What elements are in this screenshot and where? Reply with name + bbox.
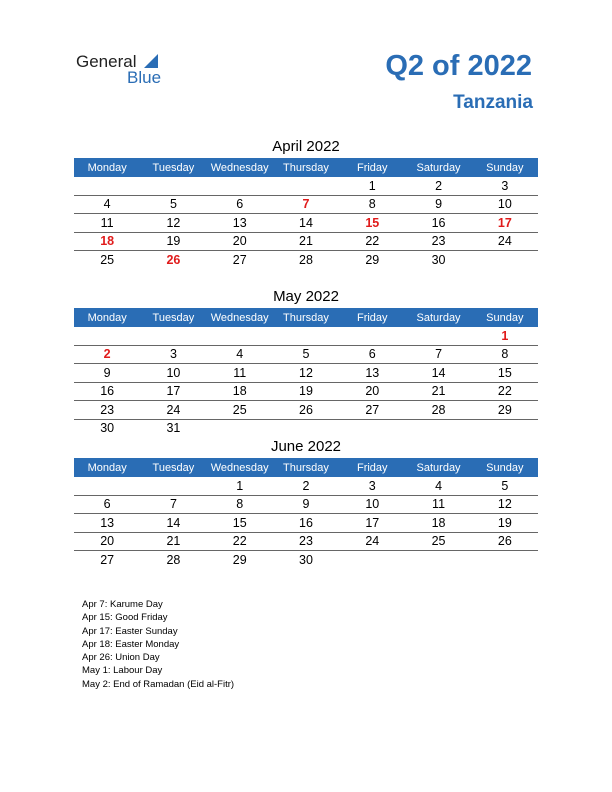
date-cell: 25 [232, 402, 247, 417]
weekday-label: Saturday [416, 311, 461, 324]
holiday-date-cell: 26 [166, 252, 181, 267]
date-cell: 28 [299, 252, 313, 267]
holiday-date-cell: 15 [365, 215, 380, 230]
date-cell: 29 [365, 252, 380, 267]
date-cell: 16 [431, 215, 446, 230]
week-row [74, 514, 538, 533]
date-cell: 2 [435, 178, 443, 193]
holiday-date-cell: 7 [302, 197, 310, 212]
date-cell: 9 [103, 365, 111, 380]
date-cell: 22 [497, 384, 512, 399]
logo-text-blue: Blue [127, 68, 162, 87]
date-cell: 28 [166, 552, 181, 567]
date-cell: 18 [232, 384, 247, 399]
date-cell: 8 [236, 497, 244, 512]
date-cell: 5 [169, 197, 177, 212]
holiday-date-cell: 18 [100, 234, 115, 249]
holiday-date-cell: 1 [501, 328, 509, 343]
date-cell: 31 [166, 421, 181, 436]
date-cell: 30 [100, 421, 115, 436]
date-cell: 14 [431, 365, 446, 380]
date-cell: 21 [299, 234, 313, 249]
date-cell: 20 [365, 384, 380, 399]
date-cell: 18 [431, 515, 446, 530]
date-cell: 4 [236, 347, 244, 362]
weekday-label: Saturday [416, 161, 461, 174]
holiday-note: Apr 7: Karume Day [82, 599, 163, 610]
date-cell: 9 [435, 197, 443, 212]
date-cell: 21 [166, 534, 181, 549]
weekday-label: Tuesday [152, 311, 195, 324]
week-row [74, 327, 538, 346]
weekday-header-row [74, 308, 538, 327]
date-cell: 5 [302, 347, 310, 362]
holiday-note: May 2: End of Ramadan (Eid al-Fitr) [82, 678, 235, 690]
date-cell: 17 [166, 384, 181, 399]
holiday-note: May 1: Labour Day [82, 665, 163, 677]
date-cell: 20 [232, 234, 247, 249]
week-row [74, 177, 538, 196]
weekday-label: Wednesday [210, 461, 269, 474]
date-cell: 1 [368, 178, 376, 193]
month-title: June 2022 [270, 438, 342, 455]
date-cell: 15 [232, 515, 247, 530]
weekday-label: Sunday [486, 311, 524, 324]
date-cell: 29 [232, 552, 247, 567]
weekday-label: Thursday [283, 461, 329, 474]
date-cell: 10 [166, 365, 181, 380]
weekday-label: Tuesday [152, 461, 195, 474]
date-cell: 28 [431, 402, 446, 417]
weekday-label: Friday [356, 161, 388, 174]
date-cell: 24 [365, 534, 380, 549]
week-row [74, 383, 538, 402]
week-row [74, 364, 538, 383]
date-cell: 3 [368, 478, 376, 493]
date-cell: 26 [497, 534, 512, 549]
date-cell: 25 [431, 534, 446, 549]
date-cell: 4 [103, 197, 111, 212]
date-cell: 30 [299, 552, 313, 567]
date-cell: 11 [100, 215, 114, 230]
date-cell: 3 [501, 178, 509, 193]
month-calendar-may [74, 286, 538, 437]
month-title: May 2022 [273, 288, 339, 305]
date-cell: 19 [497, 515, 512, 530]
holiday-note: Apr 26: Union Day [82, 652, 160, 664]
weekday-label: Friday [356, 311, 388, 324]
week-row [74, 477, 538, 496]
date-cell: 4 [435, 478, 443, 493]
date-cell: 15 [497, 365, 512, 380]
date-cell: 9 [302, 497, 310, 512]
weekday-label: Monday [87, 311, 127, 324]
date-cell: 12 [166, 215, 181, 230]
weekday-label: Thursday [283, 161, 329, 174]
country-name: Tanzania [453, 92, 533, 113]
date-cell: 27 [365, 402, 380, 417]
logo-text-general: General [76, 52, 137, 71]
date-cell: 11 [233, 365, 247, 380]
holiday-note: Apr 15: Good Friday [82, 612, 168, 624]
date-cell: 19 [166, 234, 181, 249]
date-cell: 1 [236, 478, 244, 493]
date-cell: 12 [497, 497, 512, 512]
week-row [74, 420, 538, 438]
holiday-date-cell: 17 [497, 215, 512, 230]
holiday-notes [82, 598, 234, 691]
date-cell: 5 [501, 478, 509, 493]
page-title: Q2 of 2022 [385, 50, 532, 82]
weekday-label: Sunday [486, 161, 524, 174]
week-row [74, 551, 538, 569]
date-cell: 14 [299, 215, 313, 230]
date-cell: 13 [365, 365, 380, 380]
date-cell: 6 [368, 347, 376, 362]
date-cell: 13 [232, 215, 247, 230]
date-cell: 12 [299, 365, 313, 380]
date-cell: 6 [103, 497, 111, 512]
date-cell: 22 [365, 234, 380, 249]
weekday-label: Sunday [486, 461, 524, 474]
date-cell: 13 [100, 515, 115, 530]
weekday-header-row [74, 158, 538, 177]
date-cell: 20 [100, 534, 115, 549]
date-cell: 14 [166, 515, 181, 530]
weekday-label: Thursday [283, 311, 329, 324]
week-row [74, 533, 538, 552]
date-cell: 25 [100, 252, 115, 267]
date-cell: 29 [497, 402, 512, 417]
date-cell: 24 [497, 234, 512, 249]
date-cell: 6 [236, 197, 244, 212]
logo-flag-icon [144, 54, 158, 68]
month-calendar-june [74, 436, 538, 569]
date-cell: 11 [432, 497, 446, 512]
date-cell: 7 [435, 347, 443, 362]
date-cell: 16 [100, 384, 115, 399]
week-row [74, 251, 538, 269]
week-row [74, 496, 538, 515]
date-cell: 2 [302, 478, 310, 493]
month-title: April 2022 [272, 138, 340, 155]
week-row [74, 401, 538, 420]
weekday-header-row [74, 458, 538, 477]
date-cell: 24 [166, 402, 181, 417]
date-cell: 8 [501, 347, 509, 362]
date-cell: 22 [232, 534, 247, 549]
date-cell: 26 [299, 402, 313, 417]
date-cell: 8 [368, 197, 376, 212]
date-cell: 10 [497, 197, 512, 212]
weekday-label: Monday [87, 461, 127, 474]
weekday-label: Friday [356, 461, 388, 474]
date-cell: 21 [431, 384, 446, 399]
date-cell: 27 [232, 252, 247, 267]
date-cell: 27 [100, 552, 115, 567]
weekday-label: Wednesday [210, 161, 269, 174]
holiday-note: Apr 18: Easter Monday [82, 638, 180, 650]
date-cell: 3 [169, 347, 177, 362]
weekday-label: Wednesday [210, 311, 269, 324]
weekday-label: Tuesday [152, 161, 195, 174]
date-cell: 23 [100, 402, 115, 417]
weekday-label: Saturday [416, 461, 461, 474]
week-row [74, 346, 538, 365]
date-cell: 19 [299, 384, 313, 399]
date-cell: 23 [299, 534, 313, 549]
date-cell: 16 [299, 515, 313, 530]
week-row [74, 214, 538, 233]
date-cell: 23 [431, 234, 446, 249]
date-cell: 17 [365, 515, 380, 530]
date-cell: 10 [365, 497, 380, 512]
holiday-date-cell: 2 [103, 347, 111, 362]
week-row [74, 196, 538, 215]
date-cell: 30 [431, 252, 446, 267]
week-row [74, 233, 538, 252]
date-cell: 7 [169, 497, 177, 512]
weekday-label: Monday [87, 161, 127, 174]
holiday-note: Apr 17: Easter Sunday [82, 625, 178, 637]
month-calendar-april [74, 136, 538, 269]
